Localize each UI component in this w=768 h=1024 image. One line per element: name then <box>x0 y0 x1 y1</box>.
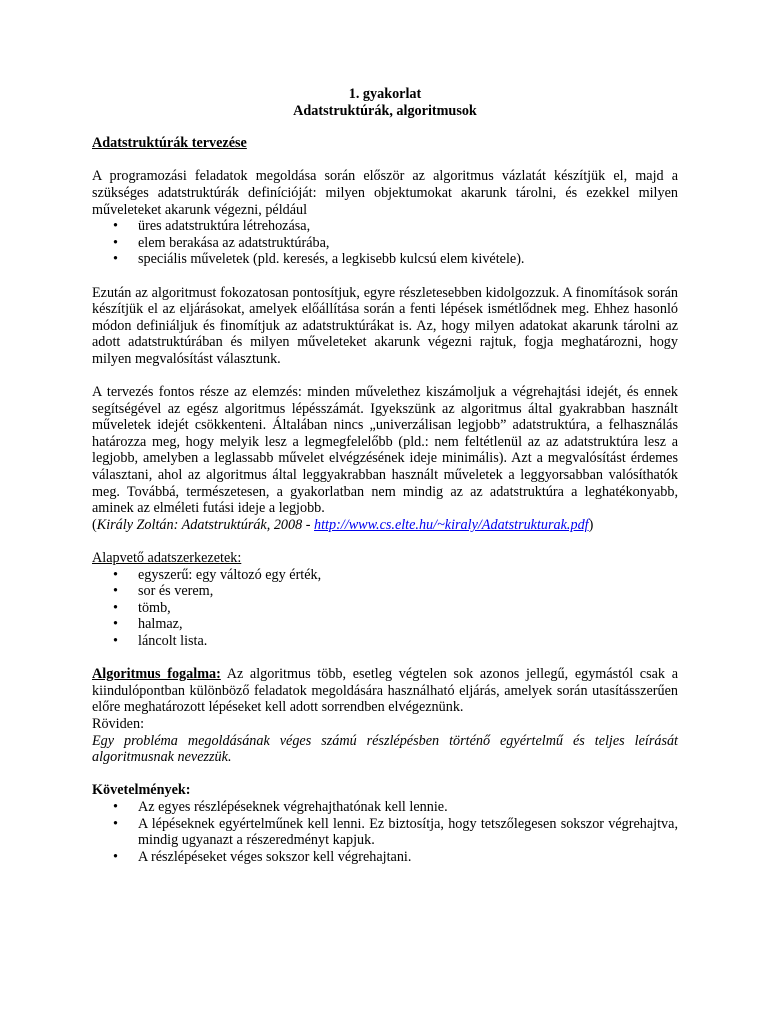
algorithm-heading: Algoritmus fogalma: <box>92 666 221 683</box>
section-heading-data-structures: Adatstruktúrák tervezése <box>92 135 247 152</box>
analysis-paragraph: A tervezés fontos része az elemzés: minden művelethez kiszámoljuk a végrehajtási idejét, és ennek segítségével az egész algoritmus lépésszámát. Igyekszünk az algoritmus által gyakrabban használt műveletek idejét csökkenteni. Általában nincs „univerzálisan legjobb” adatstruktúra, a felhasználás határozza meg, hogy melyik lesz a legmegfelelőbb (pld.: nem feltétlenül az az adatstruktúra lesz a legjobb, amelyben a leglassabb művelet elvégzésének ideje minimális). Azt a megvalósítást érdemes választani, ahol az algoritmus által leggyakrabban használt műveletek a leggyorsabban valósíthatók meg. Továbbá, természetesen, a gyakorlatban nem mindig az az adatstruktúra a leghatékonyabb, aminek az elméleti futási ideje a legjobb. (Király Zoltán: Adatstruktúrák, 2008 - http://www.cs.elte.hu/~kiraly/Adatstrukturak.pdf) <box>92 384 678 533</box>
intro-paragraph: A programozási feladatok megoldása során először az algoritmus vázlatát készítjük el, majd a szükséges adatstruktúrák definícióját: milyen objektumokat akarunk tárolni, és ezekkel milyen műveleteket akarunk végezni, például <box>92 168 678 218</box>
list-item: • sor és verem, <box>113 583 214 600</box>
list-item: • A lépéseknek egyértelműnek kell lenni. Ez biztosítja, hogy tetszőlegesen sokszor végrehajtva, mindig ugyanazt a részeredményt kapjuk. <box>113 815 678 849</box>
section-heading-basic-structures: Alapvető adatszerkezetek: <box>92 550 242 567</box>
document-page <box>92 86 678 865</box>
title-line-1: 1. gyakorlat <box>348 86 422 102</box>
section-heading-requirements: Követelmények: <box>92 782 191 799</box>
list-item: • A részlépéseket véges sokszor kell végrehajtani. <box>113 848 412 865</box>
document-title <box>92 86 678 119</box>
short-label: Röviden: <box>92 715 145 732</box>
list-item: • tömb, <box>113 599 171 616</box>
list-item: • halmaz, <box>113 616 183 633</box>
list-item: • láncolt lista. <box>113 633 208 649</box>
list-item: • üres adatstruktúra létrehozása, <box>113 218 311 235</box>
refinement-paragraph: Ezután az algoritmust fokozatosan pontosítjuk, egyre részletesebben kidolgozzuk. A finomítások során készítjük el az eljárásokat, amelyek előállítása során a fenti lépések ismétlődnek meg. Ehhez hasonló módon definiáljuk és finomítjuk az adatstruktúrákat is. Az, hogy milyen adatokat akarunk tárolni az adott adatstruktúrában és milyen műveleteket akarunk végezni rajtuk, fogja meghatározni, hogy milyen megvalósítást választunk. <box>92 284 678 367</box>
list-item: • egyszerű: egy változó egy érték, <box>113 566 322 583</box>
requirements-list <box>92 799 678 865</box>
citation-author: Király Zoltán: Adatstruktúrák, 2008 - <box>96 516 315 533</box>
citation-link[interactable]: http://www.cs.elte.hu/~kiraly/Adatstrukturak.pdf <box>314 516 589 533</box>
short-definition: Egy probléma megoldásának véges számú részlépésben történő egyértelmű és teljes leírását algoritmusnak nevezzük. <box>92 732 678 766</box>
algorithm-definition-paragraph: Algoritmus fogalma: Az algoritmus több, esetleg végtelen sok azonos jellegű, egymástól csak a kiindulópontban különböző feladatok megoldására használható eljárás, amelyek során utasításszerűen előre meghatározott lépéseket kell adott sorrendben elvégeznünk. <box>92 666 678 716</box>
operations-list <box>92 218 678 268</box>
list-item: • speciális műveletek (pld. keresés, a legkisebb kulcsú elem kivétele). <box>113 251 525 268</box>
list-item: • elem berakása az adatstruktúrába, <box>113 234 330 251</box>
list-item: • Az egyes részlépéseknek végrehajthatónak kell lennie. <box>113 798 448 815</box>
title-line-2: Adatstruktúrák, algoritmusok <box>293 102 477 119</box>
basic-structures-list <box>92 567 678 650</box>
